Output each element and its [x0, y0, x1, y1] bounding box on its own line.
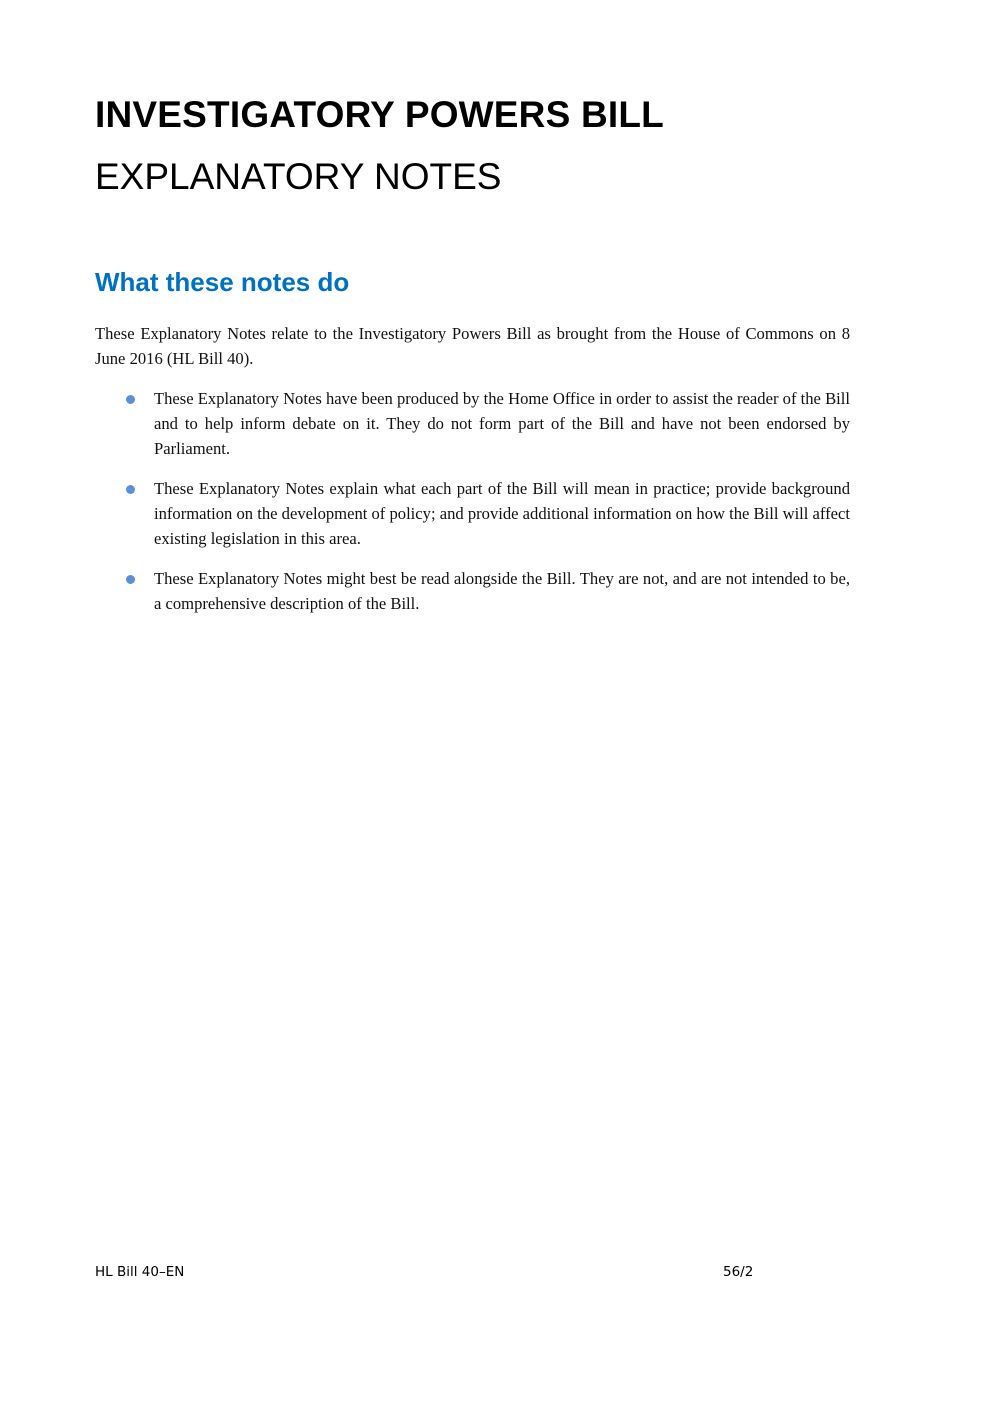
intro-paragraph: These Explanatory Notes relate to the Investigatory Powers Bill as brought from the House of Commons on 8 June 2016 (HL Bill 40). — [95, 324, 850, 368]
section-body — [95, 321, 850, 631]
document-title: INVESTIGATORY POWERS BILL — [95, 94, 664, 135]
bullet-icon — [126, 485, 135, 494]
bullet-list — [95, 386, 850, 616]
list-item-text: These Explanatory Notes might best be read alongside the Bill. They are not, and are not intended to be, a comprehensive description of the Bill. — [154, 569, 850, 613]
footer-reference: HL Bill 40–EN — [95, 1264, 185, 1280]
bullet-icon — [126, 575, 135, 584]
list-item — [95, 566, 850, 616]
section-heading: What these notes do — [95, 267, 350, 297]
list-item — [95, 476, 850, 551]
list-item-text: These Explanatory Notes explain what each part of the Bill will mean in practice; provide background information on the development of policy; and provide additional information on how the Bill will affect existing legislation in this area. — [154, 479, 851, 548]
list-item — [95, 386, 850, 461]
list-item-text: These Explanatory Notes have been produced by the Home Office in order to assist the reader of the Bill and to help inform debate on it. They do not form part of the Bill and have not been endorsed by Parliament. — [154, 389, 850, 458]
document-subtitle: EXPLANATORY NOTES — [95, 156, 502, 197]
footer-number: 56/2 — [723, 1264, 754, 1280]
bullet-icon — [126, 395, 135, 404]
